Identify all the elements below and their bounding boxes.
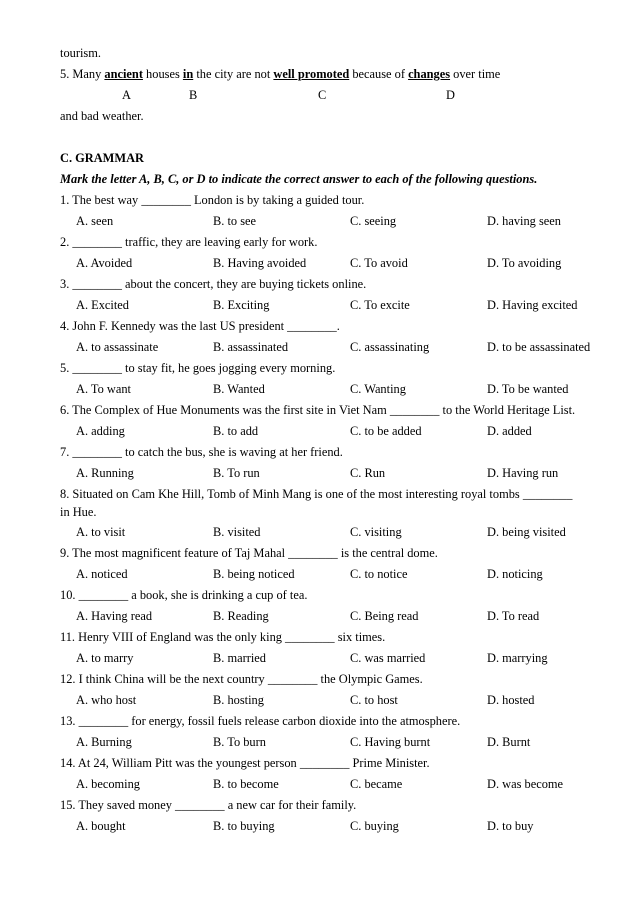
question-13-stem: 13. ________ for energy, fossil fuels release carbon dioxide into the atmosphere. <box>60 714 461 728</box>
question-8-stem-continued: in Hue. <box>60 505 97 519</box>
question-3-option-c: C. To excite <box>350 298 410 312</box>
question-10-option-b: B. Reading <box>213 609 269 623</box>
q5-text: houses <box>142 67 183 81</box>
question-13-option-b: B. To burn <box>213 735 266 749</box>
question-12-option-a: A. who host <box>76 693 137 707</box>
text-line-tourism: tourism. <box>60 46 101 60</box>
question-10-stem: 10. ________ a book, she is drinking a cup of tea. <box>60 588 308 602</box>
question-8-option-d: D. being visited <box>487 525 566 539</box>
question-12-option-c: C. to host <box>350 693 398 707</box>
underlined-b: in <box>182 67 194 81</box>
underlined-d: changes <box>408 67 451 81</box>
question-2-option-b: B. Having avoided <box>213 256 307 270</box>
letter-d: D <box>446 88 455 102</box>
underlined-a: ancient <box>104 67 143 81</box>
section-instruction: Mark the letter A, B, C, or D to indicate the correct answer to each of the following questions. <box>60 172 538 186</box>
question-9-option-d: D. noticing <box>487 567 543 581</box>
question-1-option-c: C. seeing <box>350 214 397 228</box>
question-2-stem: 2. ________ traffic, they are leaving early for work. <box>60 235 318 249</box>
question-9-option-b: B. being noticed <box>213 567 295 581</box>
letter-a: A <box>122 88 131 102</box>
question-13-option-d: D. Burnt <box>487 735 531 749</box>
question-6-option-c: C. to be added <box>350 424 422 438</box>
question-8-option-a: A. to visit <box>76 525 126 539</box>
question-15-stem: 15. They saved money ________ a new car for their family. <box>60 798 357 812</box>
question-10-option-c: C. Being read <box>350 609 419 623</box>
question-8-stem: 8. Situated on Cam Khe Hill, Tomb of Minh Mang is one of the most interesting royal tombs ________ <box>60 487 573 501</box>
question-5-option-a: A. To want <box>76 382 132 396</box>
question-11-option-d: D. marrying <box>487 651 548 665</box>
letter-c: C <box>318 88 327 102</box>
question-14-option-b: B. to become <box>213 777 279 791</box>
question-14-option-a: A. becoming <box>76 777 141 791</box>
underlined-c: well promoted <box>273 67 350 81</box>
question-2-option-c: C. To avoid <box>350 256 408 270</box>
question-6-stem: 6. The Complex of Hue Monuments was the first site in Viet Nam ________ to the World Heritage List. <box>60 403 576 417</box>
question-10-option-a: A. Having read <box>76 609 153 623</box>
q5-text: 5. Many <box>60 67 105 81</box>
question-7-option-c: C. Run <box>350 466 386 480</box>
question-11-option-b: B. married <box>213 651 266 665</box>
question-1-option-a: A. seen <box>76 214 114 228</box>
question-7-stem: 7. ________ to catch the bus, she is waving at her friend. <box>60 445 343 459</box>
question-3-option-b: B. Exciting <box>213 298 270 312</box>
question-4-option-d: D. to be assassinated <box>487 340 591 354</box>
question-11-stem: 11. Henry VIII of England was the only king ________ six times. <box>60 630 386 644</box>
question-9-option-c: C. to notice <box>350 567 408 581</box>
question-9-option-a: A. noticed <box>76 567 128 581</box>
question-7-option-a: A. Running <box>76 466 134 480</box>
question-2-option-d: D. To avoiding <box>487 256 562 270</box>
question-6-option-d: D. added <box>487 424 532 438</box>
question-4-stem: 4. John F. Kennedy was the last US president ________. <box>60 319 340 333</box>
question-4-option-a: A. to assassinate <box>76 340 159 354</box>
section-heading: C. GRAMMAR <box>60 151 144 165</box>
letter-b: B <box>189 88 198 102</box>
q5-text: the city are not <box>193 67 274 81</box>
question-15-option-d: D. to buy <box>487 819 534 833</box>
question-1-option-b: B. to see <box>213 214 257 228</box>
question-14-option-c: C. became <box>350 777 403 791</box>
q5-text: over time <box>450 67 501 81</box>
question-3-stem: 3. ________ about the concert, they are buying tickets online. <box>60 277 367 291</box>
question-12-option-d: D. hosted <box>487 693 535 707</box>
question-8-option-b: B. visited <box>213 525 261 539</box>
question-11-option-a: A. to marry <box>76 651 134 665</box>
question-15-option-a: A. bought <box>76 819 126 833</box>
question-11-option-c: C. was married <box>350 651 426 665</box>
question-13-option-a: A. Burning <box>76 735 132 749</box>
question-4-option-b: B. assassinated <box>213 340 289 354</box>
question-1-stem: 1. The best way ________ London is by taking a guided tour. <box>60 193 365 207</box>
question-6-option-b: B. to add <box>213 424 259 438</box>
question-3-option-d: D. Having excited <box>487 298 578 312</box>
question-15-option-b: B. to buying <box>213 819 275 833</box>
question-5-stem: 5. ________ to stay fit, he goes jogging every morning. <box>60 361 336 375</box>
question-7-option-d: D. Having run <box>487 466 559 480</box>
q5-text: because of <box>349 67 409 81</box>
question-9-stem: 9. The most magnificent feature of Taj Mahal ________ is the central dome. <box>60 546 438 560</box>
question-5-option-b: B. Wanted <box>213 382 265 396</box>
text-line-weather: and bad weather. <box>60 109 144 123</box>
question-12-stem: 12. I think China will be the next country ________ the Olympic Games. <box>60 672 423 686</box>
question-2-option-a: A. Avoided <box>76 256 133 270</box>
question-1-option-d: D. having seen <box>487 214 561 228</box>
question-5-option-c: C. Wanting <box>350 382 406 396</box>
question-4-option-c: C. assassinating <box>350 340 430 354</box>
question-7-option-b: B. To run <box>213 466 260 480</box>
question-5-error-identification <box>60 67 500 82</box>
question-12-option-b: B. hosting <box>213 693 264 707</box>
question-3-option-a: A. Excited <box>76 298 129 312</box>
question-8-option-c: C. visiting <box>350 525 402 539</box>
question-14-option-d: D. was become <box>487 777 564 791</box>
question-14-stem: 14. At 24, William Pitt was the youngest person ________ Prime Minister. <box>60 756 430 770</box>
question-15-option-c: C. buying <box>350 819 399 833</box>
question-6-option-a: A. adding <box>76 424 125 438</box>
question-5-option-d: D. To be wanted <box>487 382 569 396</box>
question-13-option-c: C. Having burnt <box>350 735 431 749</box>
question-10-option-d: D. To read <box>487 609 540 623</box>
